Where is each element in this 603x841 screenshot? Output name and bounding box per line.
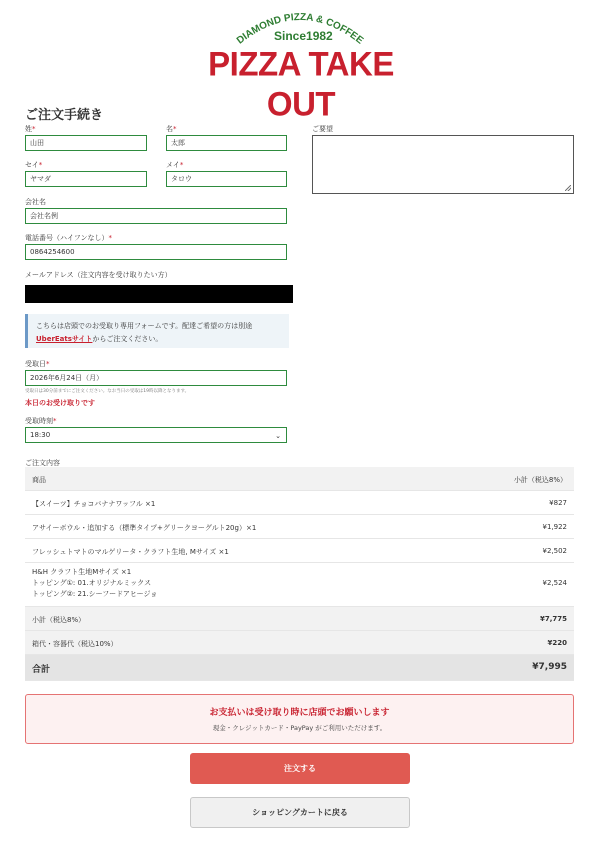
table-header [25, 467, 574, 491]
order-title: ご注文内容 [25, 459, 60, 467]
email-input-redacted[interactable] [25, 285, 293, 303]
pickup-time-value: 18:30 [30, 431, 51, 439]
item-price: ¥2,524 [542, 579, 567, 587]
header-subtotal: 小計（税込8%） [513, 476, 567, 484]
note-label: ご要望 [312, 125, 333, 133]
pickup-time-label: 受取時刻* [25, 417, 57, 425]
payment-title: お支払いは受け取り時に店頭でお願いします [209, 708, 390, 718]
item-name: H&H クラフト生地Mサイズ ×1 [32, 568, 132, 576]
pickup-helper-text: 受取日は30分前までにご注文ください。なお当日の受取は19時以降となります。 [25, 389, 190, 394]
item-name: フレッシュトマトのマルゲリータ・クラフト生地, Mサイズ ×1 [32, 548, 229, 556]
subtotal-label: 小計（税込8%） [32, 616, 86, 624]
packaging-label: 箱代・容器代（税込10%） [32, 640, 118, 648]
pickup-today-note: 本日のお受け取りです [25, 399, 95, 407]
phone-label: 電話番号（ハイフンなし）* [25, 234, 113, 242]
first-name-label: 名* [166, 125, 177, 133]
packaging-value: ¥220 [547, 639, 567, 647]
last-kana-label: セイ* [25, 161, 43, 169]
brand-since: Since1982 [274, 29, 333, 43]
total-value: ¥7,995 [532, 662, 567, 672]
pickup-time-select[interactable] [25, 427, 287, 443]
chevron-down-icon: ⌄ [275, 432, 281, 440]
total-row [25, 655, 574, 681]
subtotal-value: ¥7,775 [539, 615, 567, 623]
submit-order-button[interactable]: 注文する [190, 753, 410, 784]
pickup-date-input[interactable]: 2026年6月24日（月） [25, 370, 287, 386]
brand-arc-text: DIAMOND PIZZA & COFFEE [234, 11, 366, 47]
table-row [25, 563, 574, 607]
brand-title: PIZZA TAKE OUT [208, 44, 394, 123]
item-price: ¥1,922 [542, 523, 567, 531]
table-row [25, 491, 574, 515]
table-row [25, 539, 574, 563]
company-input[interactable]: 会社名例 [25, 208, 287, 224]
note-textarea[interactable] [312, 135, 574, 194]
item-price: ¥827 [549, 499, 567, 507]
pickup-date-label: 受取日* [25, 360, 50, 368]
header-item: 商品 [32, 476, 46, 484]
resize-grip-icon[interactable] [565, 185, 571, 191]
item-topping-2: トッピング②: 21.シーフードアヒージョ [32, 590, 158, 598]
payment-subtitle: 現金・クレジットカード・PayPay がご利用いただけます。 [212, 724, 387, 732]
info-notice [25, 314, 289, 348]
first-kana-input[interactable]: タロウ [166, 171, 287, 187]
email-label: メールアドレス（注文内容を受け取りたい方） [25, 271, 172, 279]
first-name-input[interactable]: 太郎 [166, 135, 287, 151]
last-name-input[interactable]: 山田 [25, 135, 147, 151]
packaging-row [25, 631, 574, 655]
back-to-cart-button[interactable]: ショッピングカートに戻る [190, 797, 410, 828]
total-label: 合計 [32, 665, 51, 675]
page-title: ご注文手続き [25, 108, 104, 123]
item-name: 【スイーツ】チョコバナナワッフル ×1 [32, 500, 156, 508]
first-kana-label: メイ* [166, 161, 184, 169]
last-name-label: 姓* [25, 125, 36, 133]
item-name: アサイーボウル・追加する（標準タイプ+グリークヨーグルト20g）×1 [32, 524, 257, 532]
ubereats-link[interactable]: UberEatsサイト [36, 335, 93, 343]
subtotal-row [25, 607, 574, 631]
item-price: ¥2,502 [542, 547, 567, 555]
table-row [25, 515, 574, 539]
phone-input[interactable]: 0864254600 [25, 244, 287, 260]
last-kana-input[interactable]: ヤマダ [25, 171, 147, 187]
info-text-1: こちらは店頭でのお受取り専用フォームです。配達ご希望の方は別途 [36, 322, 253, 330]
company-label: 会社名 [25, 198, 46, 206]
info-text-2: からご注文ください。 [92, 335, 163, 343]
item-topping-1: トッピング①: 01.オリジナルミックス [32, 579, 152, 587]
payment-notice [25, 694, 574, 744]
